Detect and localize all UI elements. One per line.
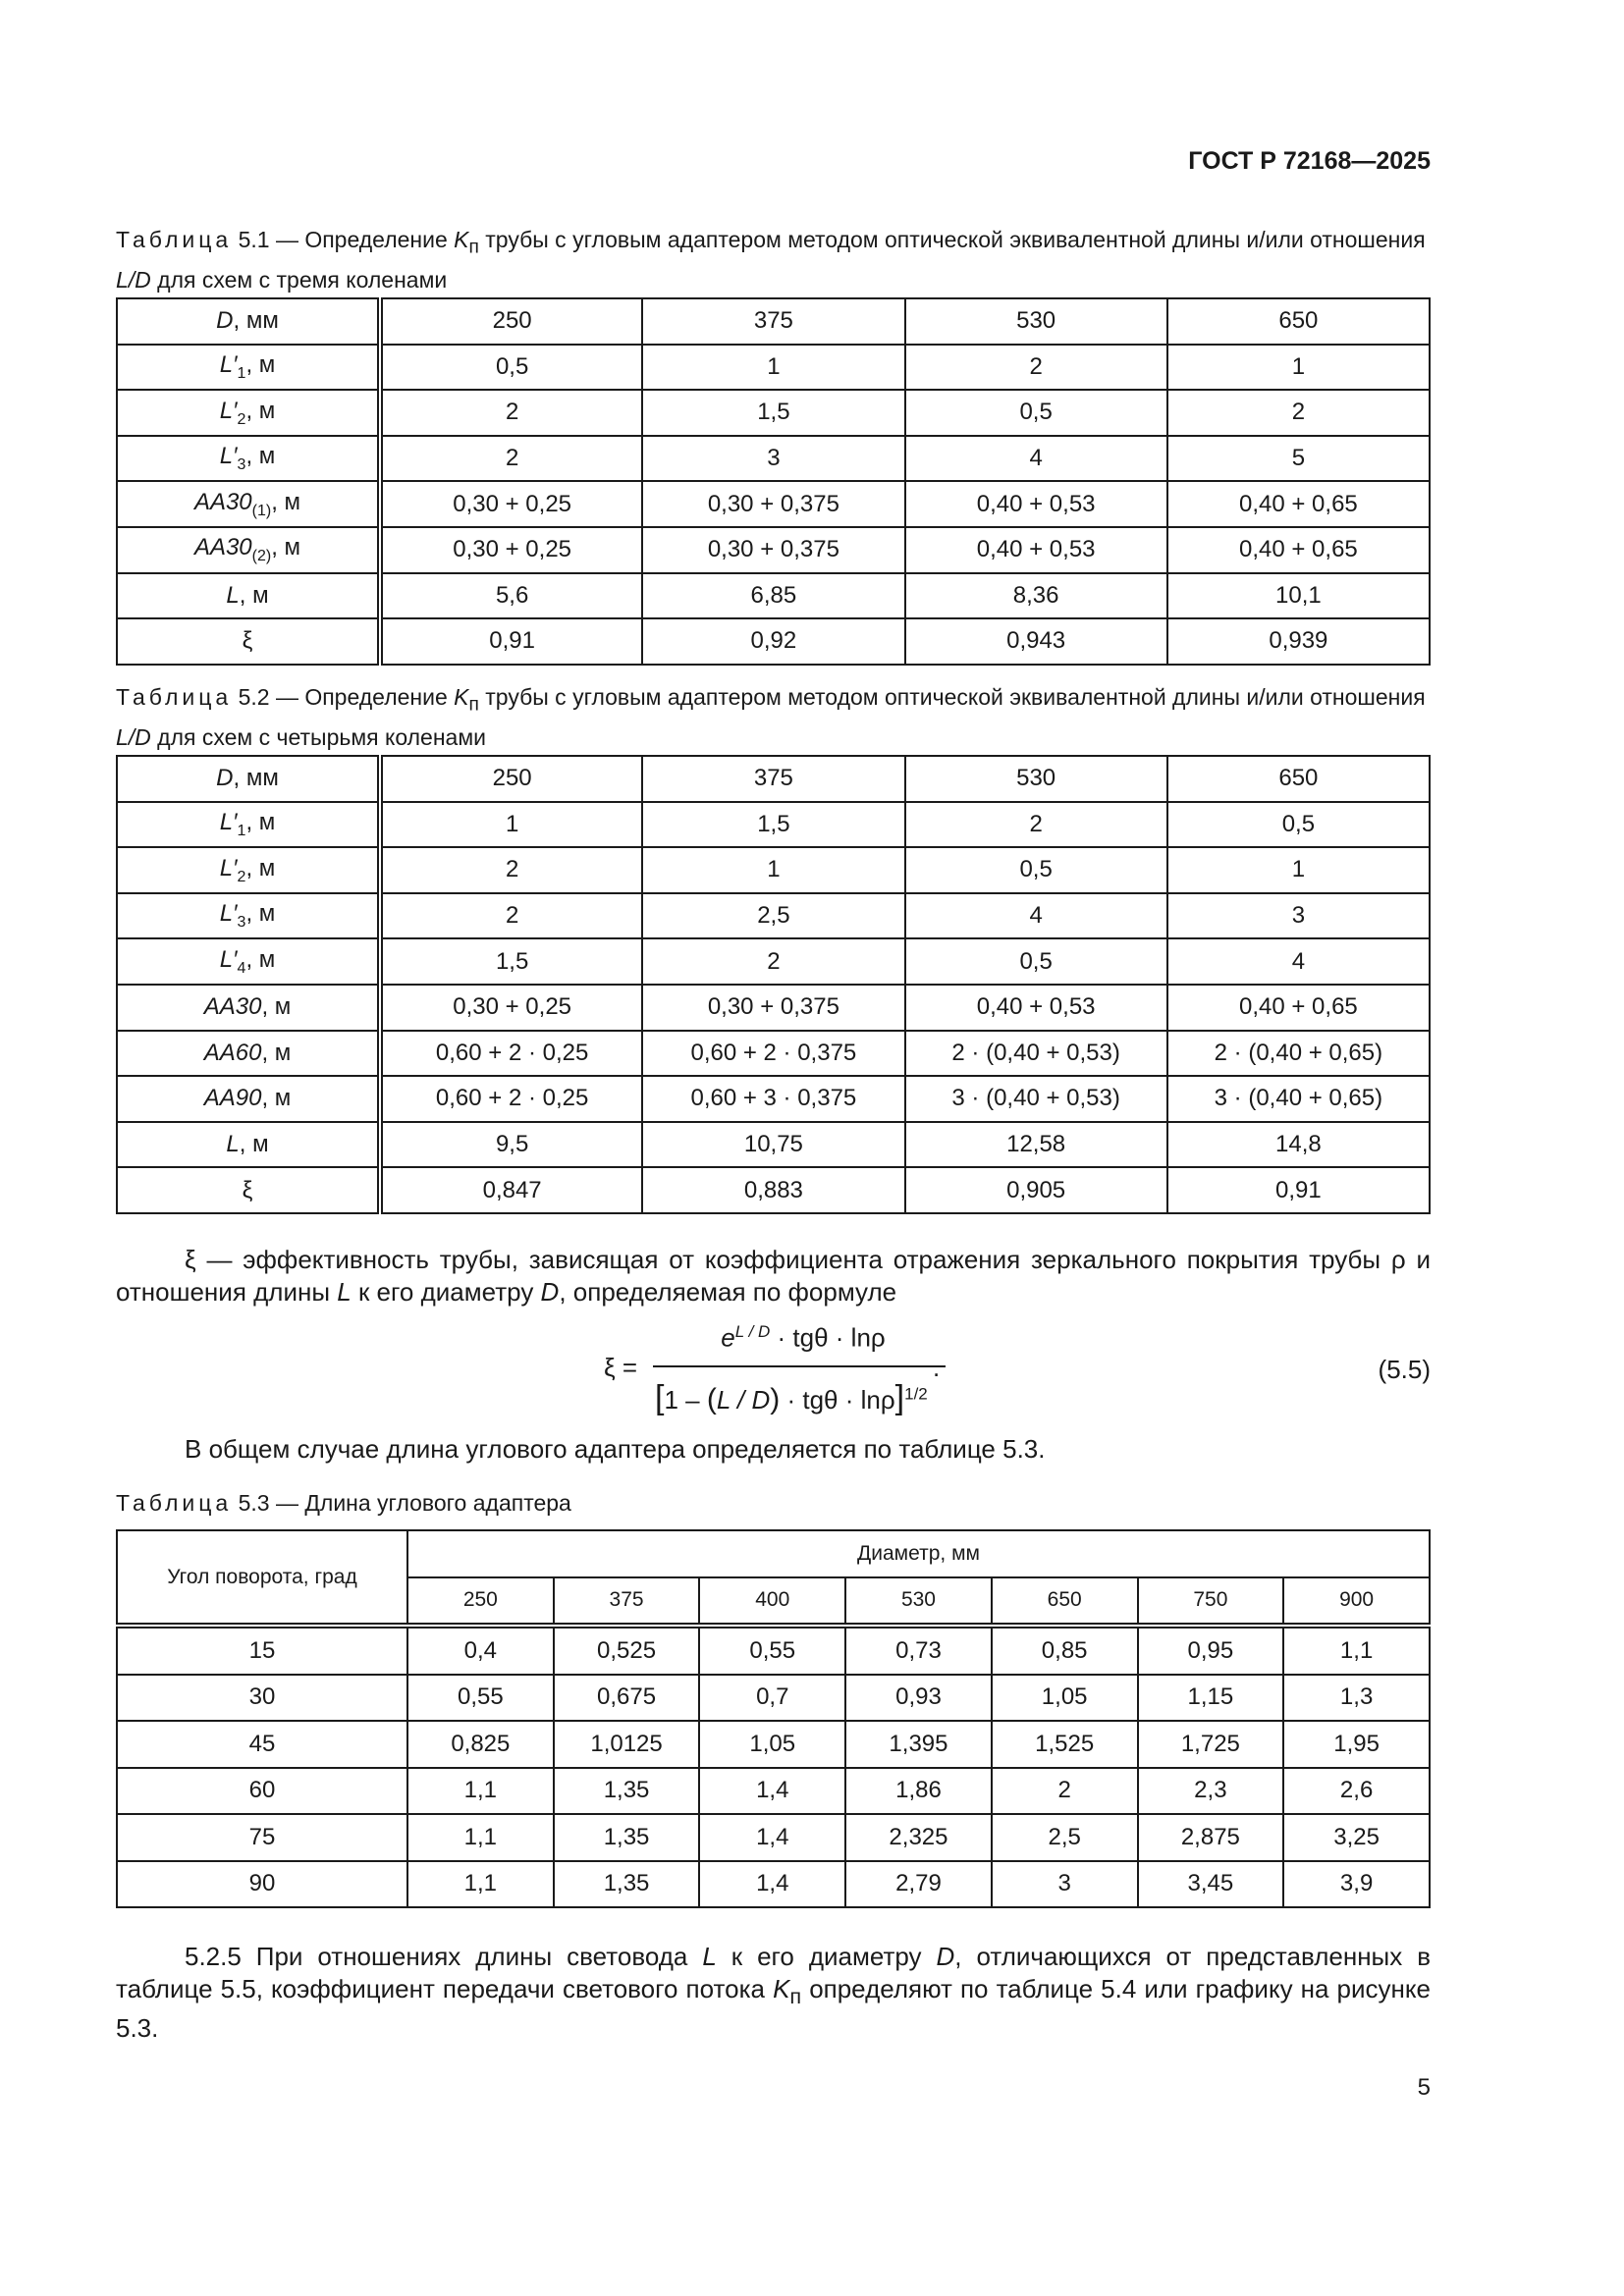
row-header-subscript: 1 — [237, 822, 246, 839]
table-cell: 2 — [992, 1768, 1138, 1815]
table-cell: 2 — [380, 436, 642, 482]
row-header — [117, 985, 380, 1031]
row-header-unit: , м — [245, 854, 276, 881]
caption-subscript: п — [468, 237, 479, 258]
table-cell: 0,91 — [380, 618, 642, 665]
caption-subscript: п — [468, 694, 479, 716]
table-cell: 650 — [1167, 756, 1430, 802]
row-header-unit: , м — [261, 1085, 292, 1112]
table-cell: 0,40 + 0,65 — [1167, 527, 1430, 573]
table-row — [117, 938, 1430, 985]
diameter-header: 400 — [699, 1577, 845, 1627]
table-5-1-caption — [116, 224, 1431, 295]
diameter-header: 375 — [554, 1577, 700, 1627]
table-cell: 1,35 — [554, 1814, 700, 1861]
table-cell: 3 · (0,40 + 0,65) — [1167, 1076, 1430, 1122]
row-header-unit: , м — [239, 1131, 269, 1158]
row-header — [117, 756, 380, 802]
row-header-unit: , м — [239, 581, 269, 609]
table-row — [117, 1626, 1430, 1675]
table-cell: 0,95 — [1138, 1626, 1284, 1675]
table-5-3 — [116, 1529, 1431, 1908]
table-cell: 0,7 — [699, 1675, 845, 1722]
caption-symbol: K — [454, 227, 469, 252]
table-cell: 0,93 — [845, 1675, 992, 1722]
symbol-D: D — [936, 1942, 955, 1971]
table-cell: 1,1 — [407, 1768, 554, 1815]
table-cell: 2 — [1167, 390, 1430, 436]
table-cell: 1,5 — [642, 390, 904, 436]
diameter-group-header: Диаметр, мм — [407, 1530, 1430, 1577]
table-cell: 1 — [380, 802, 642, 848]
angle-cell: 75 — [117, 1814, 407, 1861]
row-header-unit: , м — [261, 1039, 292, 1066]
table-cell: 4 — [905, 436, 1167, 482]
table-cell: 0,847 — [380, 1167, 642, 1213]
row-header — [117, 390, 380, 436]
table-cell: 1,5 — [642, 802, 904, 848]
table-cell: 2 · (0,40 + 0,65) — [1167, 1031, 1430, 1077]
table-row — [117, 1721, 1430, 1768]
row-header-symbol: ξ — [242, 1176, 253, 1203]
table-cell: 0,60 + 2 · 0,25 — [380, 1076, 642, 1122]
table-cell: 2,6 — [1283, 1768, 1430, 1815]
paragraph-text: к его диаметру — [351, 1277, 541, 1307]
diameter-header: 250 — [407, 1577, 554, 1627]
row-header-symbol: L′ — [219, 945, 238, 973]
table-cell: 530 — [905, 756, 1167, 802]
table-cell: 1,05 — [992, 1675, 1138, 1722]
table-cell: 0,92 — [642, 618, 904, 665]
row-header — [117, 573, 380, 619]
row-header — [117, 527, 380, 573]
diameter-header: 650 — [992, 1577, 1138, 1627]
table-cell: 250 — [380, 756, 642, 802]
table-cell: 250 — [380, 298, 642, 345]
table-row — [117, 1076, 1430, 1122]
table-cell: 0,73 — [845, 1626, 992, 1675]
table-cell: 1,525 — [992, 1721, 1138, 1768]
table-cell: 1,4 — [699, 1814, 845, 1861]
table-cell: 1,05 — [699, 1721, 845, 1768]
table-cell: 0,5 — [905, 938, 1167, 985]
table-cell: 0,40 + 0,53 — [905, 985, 1167, 1031]
row-header — [117, 847, 380, 893]
angle-cell: 15 — [117, 1626, 407, 1675]
formula-dot: . — [933, 1353, 941, 1382]
table-cell: 0,55 — [407, 1675, 554, 1722]
table-cell: 6,85 — [642, 573, 904, 619]
table-cell: 2 — [905, 345, 1167, 391]
table-cell: 0,675 — [554, 1675, 700, 1722]
table-cell: 375 — [642, 298, 904, 345]
row-header-subscript: 2 — [237, 410, 246, 428]
row-header-unit: , м — [271, 534, 301, 561]
table-cell: 0,60 + 3 · 0,375 — [642, 1076, 904, 1122]
row-header-symbol: L′ — [219, 397, 238, 424]
symbol-L: L — [702, 1942, 717, 1971]
row-header-symbol: AA30 — [193, 534, 252, 561]
row-header-subscript: 3 — [237, 455, 246, 473]
table-cell: 1 — [642, 345, 904, 391]
table-cell: 1 — [1167, 847, 1430, 893]
table-cell: 0,85 — [992, 1626, 1138, 1675]
caption-text: 5.2 — Определение — [232, 684, 455, 710]
table-row — [117, 618, 1430, 665]
table-cell: 0,5 — [905, 847, 1167, 893]
row-header-subscript: 1 — [237, 364, 246, 382]
row-header-unit: , м — [271, 488, 301, 515]
paragraph-text: определяют по таблице 5.4 или графику на рисунке 5.3. — [116, 1974, 1431, 2044]
table-cell: 4 — [905, 893, 1167, 939]
angle-cell: 90 — [117, 1861, 407, 1908]
angle-header: Угол поворота, град — [117, 1530, 407, 1626]
table-5-3-caption — [116, 1487, 1431, 1519]
row-header-symbol: L′ — [219, 350, 238, 378]
caption-symbol: L/D — [116, 266, 151, 293]
symbol-D: D — [540, 1277, 560, 1307]
table-cell: 375 — [642, 756, 904, 802]
fraction-bar — [653, 1365, 946, 1367]
diameter-header: 530 — [845, 1577, 992, 1627]
table-cell: 0,883 — [642, 1167, 904, 1213]
table-row — [117, 893, 1430, 939]
table-cell: 2 — [642, 938, 904, 985]
table-row — [117, 1814, 1430, 1861]
caption-symbol: L/D — [116, 723, 151, 750]
table-cell: 3 — [642, 436, 904, 482]
table-5-2-caption — [116, 681, 1431, 753]
table-cell: 0,40 + 0,53 — [905, 527, 1167, 573]
diameter-header: 750 — [1138, 1577, 1284, 1627]
table-cell: 0,40 + 0,53 — [905, 481, 1167, 527]
row-header-symbol: L — [226, 581, 240, 609]
table-cell: 0,825 — [407, 1721, 554, 1768]
symbol-subscript: п — [789, 1984, 802, 2009]
row-header — [117, 436, 380, 482]
table-row — [117, 1167, 1430, 1213]
table-cell: 0,939 — [1167, 618, 1430, 665]
row-header — [117, 481, 380, 527]
table-row — [117, 298, 1430, 345]
table-cell: 1,35 — [554, 1768, 700, 1815]
table-cell: 0,60 + 2 · 0,25 — [380, 1031, 642, 1077]
formula-number: (5.5) — [1378, 1355, 1431, 1384]
row-header — [117, 1031, 380, 1077]
xi-definition-paragraph — [116, 1244, 1431, 1308]
symbol-K: K — [773, 1974, 790, 2003]
table-row — [117, 436, 1430, 482]
caption-symbol: K — [454, 684, 469, 710]
table-row — [117, 1031, 1430, 1077]
row-header-subscript: (1) — [251, 502, 272, 519]
row-header-symbol: AA60 — [203, 1039, 262, 1066]
row-header-symbol: L′ — [219, 854, 238, 881]
paragraph-text: ξ — эффективность трубы, зависящая от коэффициента отражения зеркального покрытия трубы ρ и отношения длины — [116, 1245, 1431, 1307]
table-cell: 2 — [380, 893, 642, 939]
table-cell: 0,40 + 0,65 — [1167, 985, 1430, 1031]
table-row — [117, 985, 1430, 1031]
general-case-paragraph: В общем случае длина углового адаптера определяется по таблице 5.3. — [185, 1434, 1046, 1464]
formula-exponent: L / D — [734, 1322, 771, 1341]
row-header-unit: , м — [261, 993, 292, 1021]
paragraph-text: к его диаметру — [716, 1942, 937, 1971]
angle-cell: 60 — [117, 1768, 407, 1815]
caption-text: 5.1 — Определение — [232, 227, 455, 252]
table-cell: 4 — [1167, 938, 1430, 985]
table-cell: 1,395 — [845, 1721, 992, 1768]
table-cell: 3,45 — [1138, 1861, 1284, 1908]
table-cell: 0,943 — [905, 618, 1167, 665]
formula-5-5 — [604, 1322, 1016, 1420]
row-header-symbol: AA30 — [193, 488, 252, 515]
table-cell: 1,86 — [845, 1768, 992, 1815]
row-header-unit: , мм — [233, 307, 279, 335]
row-header-unit: , м — [245, 808, 276, 835]
table-cell: 3 — [1167, 893, 1430, 939]
section-5-2-5-paragraph — [116, 1941, 1431, 2045]
row-header — [117, 1167, 380, 1213]
page-number: 5 — [1417, 2074, 1431, 2101]
table-row — [117, 1675, 1430, 1722]
table-cell: 1,35 — [554, 1861, 700, 1908]
row-header — [117, 345, 380, 391]
paragraph-text: , определяемая по формуле — [559, 1277, 897, 1307]
angle-cell: 30 — [117, 1675, 407, 1722]
table-cell: 2,5 — [642, 893, 904, 939]
table-cell: 1,3 — [1283, 1675, 1430, 1722]
table-cell: 10,75 — [642, 1122, 904, 1168]
row-header — [117, 893, 380, 939]
row-header — [117, 618, 380, 665]
table-cell: 0,525 — [554, 1626, 700, 1675]
formula-text: 1 – — [664, 1385, 707, 1415]
row-header-symbol: AA90 — [203, 1085, 262, 1112]
table-cell: 10,1 — [1167, 573, 1430, 619]
row-header-unit: , мм — [233, 765, 279, 792]
table-row — [117, 1768, 1430, 1815]
table-label: Таблица — [116, 1490, 233, 1516]
caption-text: трубы с угловым адаптером методом оптической эквивалентной длины и/или отношения — [478, 227, 1426, 252]
formula-ld: L / D — [716, 1385, 771, 1415]
table-cell: 0,40 + 0,65 — [1167, 481, 1430, 527]
table-cell: 0,30 + 0,25 — [380, 481, 642, 527]
table-row — [117, 390, 1430, 436]
row-header — [117, 298, 380, 345]
formula-text: · tgθ · lnρ — [770, 1322, 886, 1353]
table-cell: 0,30 + 0,375 — [642, 985, 904, 1031]
row-header-symbol: D — [216, 307, 234, 335]
table-cell: 8,36 — [905, 573, 1167, 619]
row-header-symbol: L′ — [219, 900, 238, 928]
table-cell: 5 — [1167, 436, 1430, 482]
row-header-subscript: 2 — [237, 868, 246, 885]
row-header-unit: , м — [245, 397, 276, 424]
table-5-1 — [116, 297, 1431, 666]
table-cell: 3,25 — [1283, 1814, 1430, 1861]
row-header-unit: , м — [245, 900, 276, 928]
table-cell: 1,4 — [699, 1861, 845, 1908]
table-cell: 3 — [992, 1861, 1138, 1908]
row-header-unit: , м — [245, 945, 276, 973]
table-cell: 1,15 — [1138, 1675, 1284, 1722]
table-cell: 2,79 — [845, 1861, 992, 1908]
row-header — [117, 938, 380, 985]
table-cell: 2,875 — [1138, 1814, 1284, 1861]
table-cell: 0,55 — [699, 1626, 845, 1675]
table-cell: 2 — [380, 847, 642, 893]
table-row — [117, 1122, 1430, 1168]
formula-exponent: 1/2 — [904, 1384, 928, 1404]
table-cell: 1,95 — [1283, 1721, 1430, 1768]
row-header-symbol: ξ — [242, 627, 253, 655]
table-cell: 1 — [642, 847, 904, 893]
table-cell: 0,91 — [1167, 1167, 1430, 1213]
symbol-L: L — [337, 1277, 352, 1307]
table-cell: 2 — [380, 390, 642, 436]
table-cell: 1,1 — [407, 1861, 554, 1908]
table-row — [117, 847, 1430, 893]
table-cell: 0,60 + 2 · 0,375 — [642, 1031, 904, 1077]
formula-e: e — [721, 1322, 735, 1353]
caption-text: трубы с угловым адаптером методом оптической эквивалентной длины и/или отношения — [478, 684, 1426, 710]
paragraph-text: , отличающихся от представленных в таблице 5.5, коэффициент передачи светового потока — [116, 1942, 1432, 2003]
table-cell: 1 — [1167, 345, 1430, 391]
table-cell: 3 · (0,40 + 0,53) — [905, 1076, 1167, 1122]
table-cell: 2,325 — [845, 1814, 992, 1861]
table-cell: 1,0125 — [554, 1721, 700, 1768]
diameter-header: 900 — [1283, 1577, 1430, 1627]
caption-text: для схем с четырьмя коленами — [150, 723, 486, 750]
table-cell: 5,6 — [380, 573, 642, 619]
table-cell: 2,5 — [992, 1814, 1138, 1861]
caption-text: для схем с тремя коленами — [150, 266, 448, 293]
row-header-subscript: 4 — [237, 959, 246, 977]
table-cell: 9,5 — [380, 1122, 642, 1168]
table-cell: 1,725 — [1138, 1721, 1284, 1768]
table-cell: 0,5 — [380, 345, 642, 391]
row-header-subscript: (2) — [251, 548, 272, 565]
document-code: ГОСТ Р 72168—2025 — [1188, 147, 1431, 175]
table-row — [117, 345, 1430, 391]
table-cell: 1,4 — [699, 1768, 845, 1815]
formula-lhs: ξ = — [604, 1353, 638, 1382]
row-header-unit: , м — [245, 443, 276, 470]
table-cell: 530 — [905, 298, 1167, 345]
table-row — [117, 802, 1430, 848]
table-row — [117, 1861, 1430, 1908]
table-cell: 12,58 — [905, 1122, 1167, 1168]
angle-cell: 45 — [117, 1721, 407, 1768]
table-cell: 0,30 + 0,25 — [380, 985, 642, 1031]
row-header — [117, 1076, 380, 1122]
table-cell: 0,4 — [407, 1626, 554, 1675]
row-header — [117, 1122, 380, 1168]
table-row — [117, 756, 1430, 802]
table-cell: 2 — [905, 802, 1167, 848]
table-cell: 1,1 — [407, 1814, 554, 1861]
row-header-symbol: AA30 — [203, 993, 262, 1021]
paragraph-text: 5.2.5 При отношениях длины световода — [185, 1942, 703, 1971]
table-row — [117, 481, 1430, 527]
row-header-symbol: L′ — [219, 443, 238, 470]
table-cell: 14,8 — [1167, 1122, 1430, 1168]
table-cell: 0,5 — [1167, 802, 1430, 848]
table-label: Таблица — [116, 684, 233, 710]
formula-text: · tgθ · lnρ — [780, 1385, 895, 1415]
table-cell: 3,9 — [1283, 1861, 1430, 1908]
table-cell: 0,30 + 0,375 — [642, 527, 904, 573]
row-header-subscript: 3 — [237, 913, 246, 931]
table-cell: 0,30 + 0,375 — [642, 481, 904, 527]
row-header-symbol: L — [226, 1131, 240, 1158]
table-label: Таблица — [116, 227, 233, 252]
table-cell: 650 — [1167, 298, 1430, 345]
table-cell: 0,5 — [905, 390, 1167, 436]
table-row — [117, 527, 1430, 573]
table-cell: 2,3 — [1138, 1768, 1284, 1815]
table-cell: 0,905 — [905, 1167, 1167, 1213]
row-header-symbol: D — [216, 765, 234, 792]
formula-denominator: $[1 - (L / D) \cdot tg\theta \cdot \ln\rho]^{1/2}$ — [655, 1379, 928, 1416]
table-cell: 1,1 — [1283, 1626, 1430, 1675]
table-5-2 — [116, 755, 1431, 1214]
table-row — [117, 573, 1430, 619]
formula-numerator — [710, 1322, 896, 1354]
row-header-unit: , м — [245, 350, 276, 378]
row-header — [117, 802, 380, 848]
row-header-symbol: L′ — [219, 808, 238, 835]
table-cell: 1,5 — [380, 938, 642, 985]
table-cell: 2 · (0,40 + 0,53) — [905, 1031, 1167, 1077]
caption-text: 5.3 — Длина углового адаптера — [232, 1490, 571, 1516]
table-cell: 0,30 + 0,25 — [380, 527, 642, 573]
